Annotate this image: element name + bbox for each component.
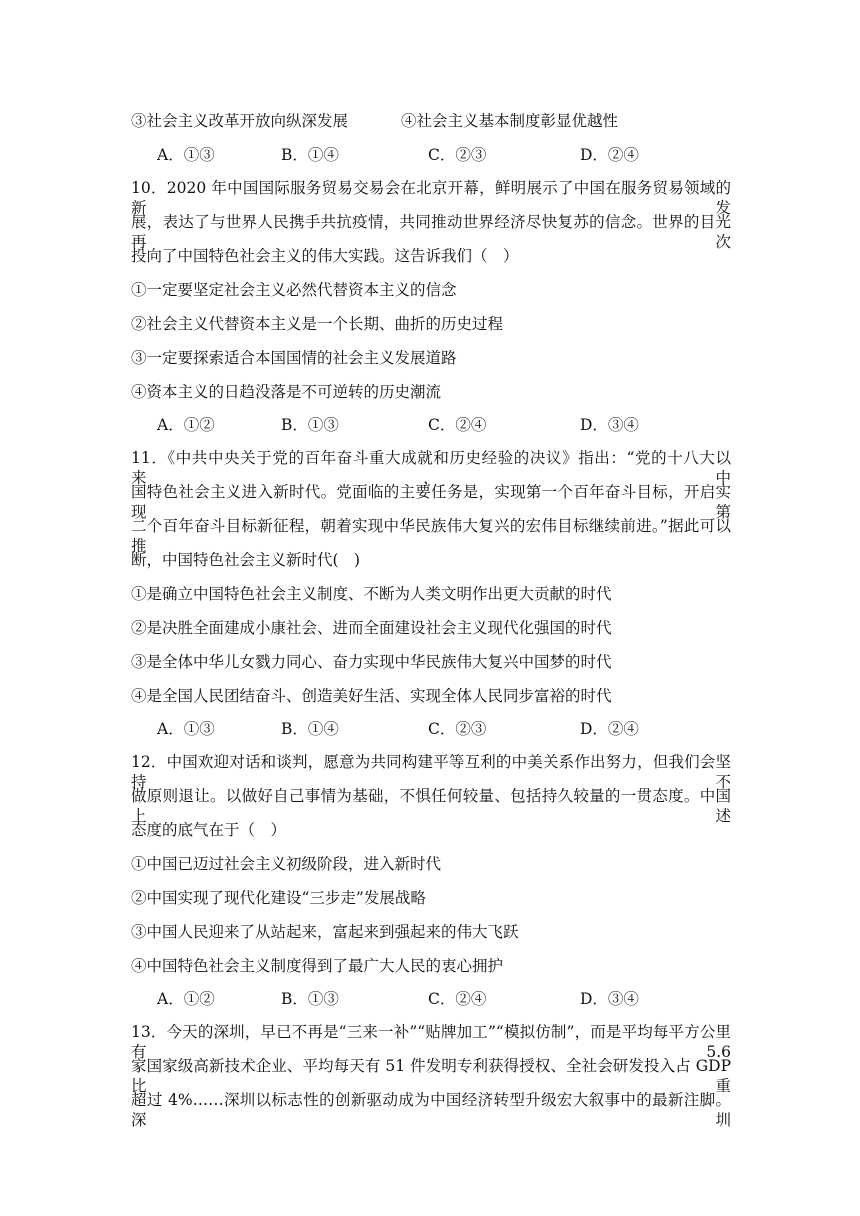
q10-item-2: ②社会主义代替资本主义是一个长期、曲折的历史过程 [131, 315, 504, 333]
q9-option-b: B．①④ [281, 146, 339, 164]
q12-option-a: A．①② [157, 990, 215, 1008]
q12-option-d: D．③④ [580, 990, 639, 1008]
q11-item-2: ②是决胜全面建成小康社会、进而全面建设社会主义现代化强国的时代 [131, 619, 612, 637]
q12-option-c: C．②④ [428, 990, 487, 1008]
q11-item-3: ③是全体中华儿女戮力同心、奋力实现中华民族伟大复兴中国梦的时代 [131, 653, 612, 671]
q11-stem-line-4: 断，中国特色社会主义新时代( ) [131, 551, 361, 569]
q10-item-3: ③一定要探索适合本国国情的社会主义发展道路 [131, 349, 457, 367]
q10-stem-line-2: 展，表达了与世界人民携手共抗疫情，共同推动世界经济尽快复苏的信念。世界的目光再次 [131, 213, 731, 251]
q9-item-4: ④社会主义基本制度彰显优越性 [401, 112, 619, 130]
q10-option-a: A．①② [157, 416, 215, 434]
q11-stem-line-2: 国特色社会主义进入新时代。党面临的主要任务是，实现第一个百年奋斗目标，开启实现第 [131, 483, 731, 521]
q12-stem-line-2: 做原则退让。以做好自己事情为基础，不惧任何较量、包括持久较量的一贯态度。中国上述 [131, 787, 731, 825]
q11-option-b: B．①④ [281, 720, 339, 738]
q12-stem-line-3: 态度的底气在于（ ） [131, 821, 287, 839]
q11-option-c: C．②③ [428, 720, 487, 738]
q9-item-3: ③社会主义改革开放向纵深发展 [131, 112, 349, 130]
q12-stem-line-1: 12．中国欢迎对话和谈判，愿意为共同构建平等互利的中美关系作出努力，但我们会坚持不 [131, 753, 731, 791]
q9-option-c: C．②③ [428, 146, 487, 164]
q10-option-d: D．③④ [580, 416, 639, 434]
q10-stem-line-1: 10．2020 年中国国际服务贸易交易会在北京开幕，鲜明展示了中国在服务贸易领域的新发 [131, 179, 731, 217]
q9-option-d: D．②④ [580, 146, 639, 164]
q13-stem-line-2: 家国家级高新技术企业、平均每天有 51 件发明专利获得授权、全社会研发投入占 GDP 比重 [131, 1057, 731, 1095]
q10-option-c: C．②④ [428, 416, 487, 434]
q10-stem-line-3: 投向了中国特色社会主义的伟大实践。这告诉我们（ ） [131, 247, 519, 265]
q13-stem-line-1: 13．今天的深圳，早已不再是“三来一补”“贴牌加工”“模拟仿制”，而是平均每平方公里有 5.6 [131, 1023, 731, 1061]
q9-option-a: A．①③ [157, 146, 215, 164]
q10-item-1: ①一定要坚定社会主义必然代替资本主义的信念 [131, 281, 457, 299]
q11-stem-line-1: 11．《中共中央关于党的百年奋斗重大成就和历史经验的决议》指出：“党的十八大以来，中 [131, 449, 731, 487]
q11-option-a: A．①③ [157, 720, 215, 738]
q11-item-1: ①是确立中国特色社会主义制度、不断为人类文明作出更大贡献的时代 [131, 585, 612, 603]
q12-item-2: ②中国实现了现代化建设“三步走”发展战略 [131, 889, 426, 907]
q11-item-4: ④是全国人民团结奋斗、创造美好生活、实现全体人民同步富裕的时代 [131, 687, 612, 705]
q11-stem-line-3: 二个百年奋斗目标新征程，朝着实现中华民族伟大复兴的宏伟目标继续前进。”据此可以推 [131, 517, 731, 555]
q10-item-4: ④资本主义的日趋没落是不可逆转的历史潮流 [131, 383, 442, 401]
q13-stem-line-3: 超过 4%……深圳以标志性的创新驱动成为中国经济转型升级宏大叙事中的最新注脚。深圳 [131, 1091, 731, 1129]
q12-item-4: ④中国特色社会主义制度得到了最广大人民的衷心拥护 [131, 957, 504, 975]
q12-item-3: ③中国人民迎来了从站起来，富起来到强起来的伟大飞跃 [131, 923, 519, 941]
q10-option-b: B．①③ [281, 416, 339, 434]
q11-option-d: D．②④ [580, 720, 639, 738]
q12-item-1: ①中国已迈过社会主义初级阶段，进入新时代 [131, 855, 442, 873]
q12-option-b: B．①③ [281, 990, 339, 1008]
